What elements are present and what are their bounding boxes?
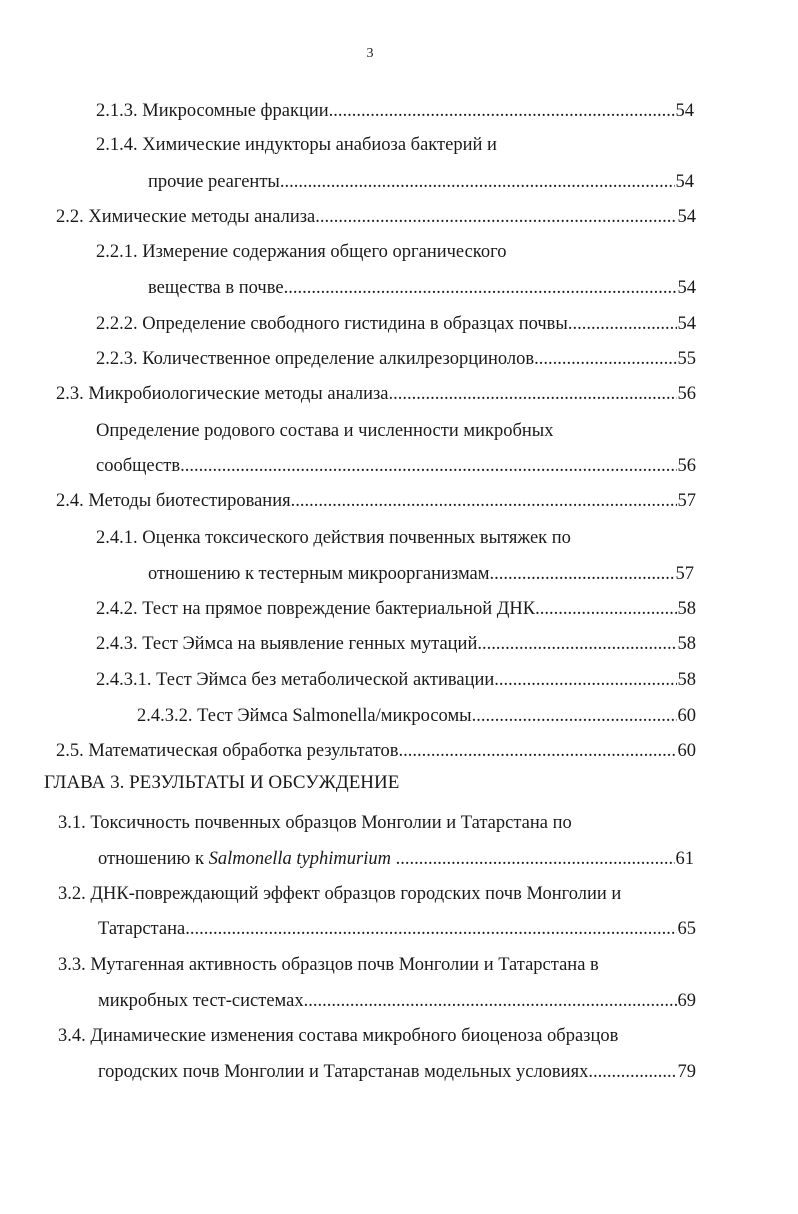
toc-entry-page: 57	[675, 564, 694, 584]
toc-entry	[58, 812, 572, 834]
toc-leader-dots	[389, 383, 677, 405]
page-number: 3	[366, 46, 374, 61]
toc-entry-page: 58	[677, 670, 696, 690]
toc-entry	[58, 883, 621, 905]
toc-entry	[96, 669, 696, 691]
toc-entry-continuation	[148, 277, 696, 299]
toc-entry-continuation	[96, 455, 696, 477]
toc-leader-dots	[396, 848, 675, 870]
toc-leader-dots	[284, 277, 677, 299]
toc-entry-text: 2.3. Микробиологические методы анализа	[56, 384, 389, 404]
toc-entry-text: отношению к Salmonella typhimurium	[98, 849, 391, 869]
toc-leader-dots	[315, 206, 676, 228]
toc-entry-text: городских почв Монголии и Татарстанав модельных условиях	[98, 1062, 589, 1082]
toc-entry-text: 2.5. Математическая обработка результатов	[56, 741, 399, 761]
toc-entry-text: Татарстана	[98, 919, 186, 939]
chapter-heading: ГЛАВА 3. РЕЗУЛЬТАТЫ И ОБСУЖДЕНИЕ	[44, 772, 400, 793]
toc-leader-dots	[291, 490, 677, 512]
toc-entry-page: 79	[677, 1062, 696, 1082]
toc-entry-text: 2.2.1. Измерение содержания общего органического	[96, 242, 507, 262]
toc-entry-text: 2.1.3. Микросомные фракции	[96, 101, 329, 121]
toc-leader-dots	[398, 740, 676, 762]
toc-entry	[56, 206, 696, 228]
toc-entry-page: 61	[675, 849, 694, 869]
toc-entry-text: 2.4.3.2. Тест Эймса Salmonella/микросомы	[137, 706, 472, 726]
toc-leader-dots	[180, 455, 676, 477]
toc-entry	[96, 313, 696, 335]
species-name: Salmonella typhimurium	[208, 849, 391, 869]
toc-entry-page: 54	[677, 278, 696, 298]
toc-entry	[58, 954, 599, 976]
toc-leader-dots	[185, 918, 676, 940]
toc-entry	[96, 100, 694, 122]
toc-leader-dots	[304, 990, 677, 1012]
toc-entry-text: прочие реагенты	[148, 172, 280, 192]
toc-entry-page: 60	[677, 706, 696, 726]
toc-entry	[96, 348, 696, 370]
toc-entry-text: 2.4. Методы биотестирования	[56, 491, 291, 511]
toc-entry	[56, 740, 696, 762]
toc-entry-continuation	[98, 1061, 696, 1083]
toc-entry-text: 2.2.3. Количественное определение алкилрезорцинолов	[96, 349, 535, 369]
toc-entry	[96, 633, 696, 655]
toc-entry	[96, 527, 571, 549]
toc-entry-text: 2.4.1. Оценка токсического действия почвенных вытяжек по	[96, 528, 571, 548]
toc-entry-text: сообществ	[96, 456, 181, 476]
toc-entry-continuation	[148, 563, 694, 585]
toc-entry-continuation	[98, 918, 696, 940]
toc-entry-text: 3.2. ДНК-повреждающий эффект образцов городских почв Монголии и	[58, 884, 622, 904]
toc-entry-text: 2.4.3.1. Тест Эймса без метаболической активации	[96, 670, 495, 690]
toc-entry-page: 54	[675, 172, 694, 192]
toc-leader-dots	[280, 171, 675, 193]
toc-entry-text: Определение родового состава и численности микробных	[96, 421, 554, 441]
toc-leader-dots	[477, 633, 676, 655]
toc-entry-continuation	[98, 848, 694, 870]
toc-entry-page: 54	[677, 314, 696, 334]
toc-entry-page: 56	[677, 456, 696, 476]
toc-leader-dots	[568, 313, 677, 335]
toc-entry-text: микробных тест-системах	[98, 991, 304, 1011]
toc-leader-dots	[534, 348, 676, 370]
toc-entry-page: 69	[677, 991, 696, 1011]
toc-entry-text: 2.1.4. Химические индукторы анабиоза бактерий и	[96, 135, 497, 155]
toc-entry	[96, 598, 696, 620]
toc-entry-text: 2.4.2. Тест на прямое повреждение бактериальной ДНК	[96, 599, 536, 619]
toc-entry	[96, 241, 507, 263]
toc-leader-dots	[489, 563, 674, 585]
toc-entry-page: 57	[677, 491, 696, 511]
toc-entry	[56, 383, 696, 405]
toc-entry-page: 65	[677, 919, 696, 939]
toc-entry-continuation	[148, 171, 694, 193]
toc-leader-dots	[588, 1061, 676, 1083]
toc-entry-page: 55	[677, 349, 696, 369]
toc-entry-text: вещества в почве	[148, 278, 284, 298]
toc-entry	[137, 705, 696, 727]
toc-entry-page: 58	[677, 599, 696, 619]
toc-entry-text: 2.2. Химические методы анализа	[56, 207, 316, 227]
toc-entry-page: 58	[677, 634, 696, 654]
toc-entry-text: отношению к тестерным микроорганизмам	[148, 564, 490, 584]
toc-entry	[96, 420, 553, 442]
toc-entry-page: 60	[677, 741, 696, 761]
toc-entry-text: 2.2.2. Определение свободного гистидина в образцах почвы	[96, 314, 568, 334]
toc-entry	[96, 134, 497, 156]
toc-entry-continuation	[98, 990, 696, 1012]
toc-entry-text: 3.1. Токсичность почвенных образцов Монголии и Татарстана по	[58, 813, 572, 833]
toc-entry-page: 54	[675, 101, 694, 121]
toc-leader-dots	[494, 669, 676, 691]
toc-entry	[58, 1025, 618, 1047]
toc-entry-page: 56	[677, 384, 696, 404]
toc-entry-page: 54	[677, 207, 696, 227]
toc-entry-text: 3.3. Мутагенная активность образцов почв Монголии и Татарстана в	[58, 955, 599, 975]
toc-leader-dots	[472, 705, 677, 727]
toc-leader-dots	[329, 100, 675, 122]
toc-entry-text: 2.4.3. Тест Эймса на выявление генных мутаций	[96, 634, 478, 654]
toc-leader-dots	[535, 598, 676, 620]
toc-entry	[56, 490, 696, 512]
toc-entry-text: 3.4. Динамические изменения состава микробного биоценоза образцов	[58, 1026, 619, 1046]
